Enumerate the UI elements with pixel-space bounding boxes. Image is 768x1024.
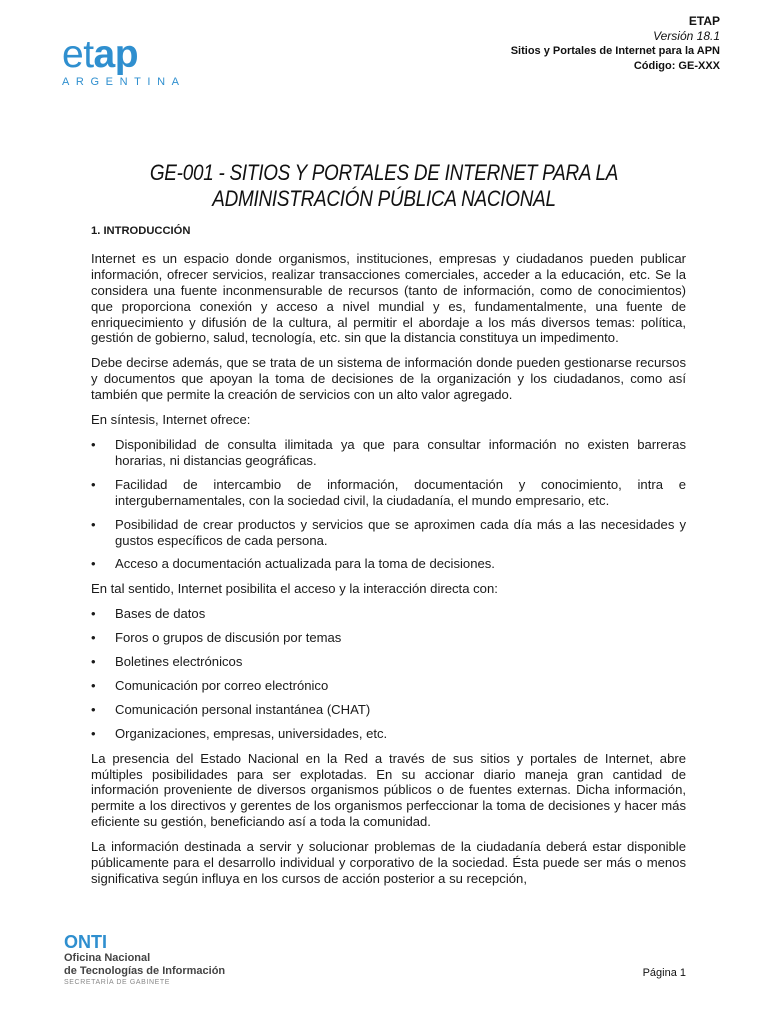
title-line-1: GE-001 - SITIOS Y PORTALES DE INTERNET PARA LA (149, 160, 619, 185)
onti-wordmark: ONTI (64, 932, 107, 952)
paragraph: Debe decirse además, que se trata de un sistema de información donde pueden gestionarse recursos y documentos que apoyan la toma de decisiones de la organización y los ciudadanos, como así también que permite la creación de servicios con un alto valor agregado. (91, 355, 686, 403)
paragraph: La presencia del Estado Nacional en la Red a través de sus sitios y portales de Internet, abre múltiples posibilidades para ser explotadas. En su accionar diario maneja gran cantidad de información proveniente de diversos organismos públicos o de fuentes externas. Dicha información, permite a los directivos y gerentes de los organismos perfeccionar la toma de decisiones y hacer más eficiente su gestión, beneficiando así a toda la comunidad. (91, 750, 686, 830)
offers-list (91, 437, 686, 572)
list-item (91, 556, 686, 572)
list-item (91, 477, 686, 509)
list-item (91, 726, 686, 742)
list-item-text: Boletines electrónicos (115, 654, 243, 670)
list-item (91, 678, 686, 694)
title-line-2: ADMINISTRACIÓN PÚBLICA NACIONAL (212, 186, 556, 211)
onti-line-2: de Tecnologías de Información (64, 965, 226, 977)
list-item-text: Comunicación por correo electrónico (115, 677, 329, 693)
document-title (105, 160, 662, 212)
paragraph: Internet es un espacio donde organismos, instituciones, empresas y ciudadanos pueden publicar información, ofrecer servicios, realizar transacciones comerciales, acceder a la educación, etc. Se la considera una fuente inconmensurable de recursos (tanto de información, como de conocimientos) que proporciona conexión y acceso a nivel mundial y es, fundamentalmente, una fuente de enriquecimiento y difusión de la cultura, al permitir el abordaje a los más diversos temas: política, gestión de gobierno, salud, tecnología, etc. sin que la distancia constituya un impedimento. (91, 250, 686, 346)
list-item-text: Disponibilidad de consulta ilimitada ya que para consultar información no existen barreras horarias, ni distancias geográficas. (115, 436, 686, 468)
header-org: ETAP (688, 14, 720, 28)
logo-word-bold: ap (93, 33, 139, 76)
onti-secretaria: SECRETARÍA DE GABINETE (64, 979, 171, 986)
onti-logo (64, 932, 225, 988)
list-item (91, 606, 686, 622)
logo-word-light: et (62, 33, 94, 76)
list-item-text: Acceso a documentación actualizada para la toma de decisiones. (115, 556, 495, 572)
logo-country: ARGENTINA (62, 76, 186, 88)
list-item (91, 517, 686, 549)
list-item (91, 702, 686, 718)
access-list (91, 606, 686, 741)
section-heading: 1. INTRODUCCIÓN (91, 225, 191, 237)
list-item-text: Posibilidad de crear productos y servicios que se aproximen cada día más a las necesidades y gustos específicos de cada persona. (115, 516, 686, 548)
bullet-icon: • (91, 701, 96, 717)
etap-logo-word (62, 33, 212, 76)
onti-line-1: Oficina Nacional (64, 952, 151, 964)
list-item-text: Organizaciones, empresas, universidades, etc. (115, 725, 388, 741)
header-version: Versión 18.1 (653, 29, 720, 43)
bullet-icon: • (91, 436, 96, 452)
bullet-icon: • (91, 677, 96, 693)
list-item (91, 437, 686, 469)
bullet-icon: • (91, 654, 96, 670)
list-item (91, 630, 686, 646)
bullet-icon: • (91, 476, 96, 492)
document-header (511, 14, 720, 74)
paragraph: La información destinada a servir y solucionar problemas de la ciudadanía deberá estar disponible públicamente para el desarrollo individual y corporativo de la sociedad. Ésta puede ser más o menos significativa según influya en los cursos de acción posterior a su recepción, (91, 839, 686, 886)
list-item-text: Comunicación personal instantánea (CHAT) (115, 701, 371, 717)
bullet-icon: • (91, 556, 96, 572)
page-number: Página 1 (642, 967, 686, 979)
list-item (91, 654, 686, 670)
list-item-text: Bases de datos (115, 606, 206, 622)
bullet-icon: • (91, 725, 96, 741)
document-body (91, 224, 686, 896)
list-item-text: Facilidad de intercambio de información, documentación y conocimiento, intra e intergubernamentales, con la sociedad civil, la ciudadanía, el mundo empresario, etc. (115, 476, 686, 508)
list-item-text: Foros o grupos de discusión por temas (115, 630, 342, 646)
paragraph: En tal sentido, Internet posibilita el acceso y la interacción directa con: (91, 581, 498, 597)
header-code: Código: GE-XXX (633, 60, 720, 72)
bullet-icon: • (91, 630, 96, 646)
bullet-icon: • (91, 516, 96, 532)
etap-logo (62, 33, 212, 88)
header-subtitle: Sitios y Portales de Internet para la APN (510, 45, 720, 57)
bullet-icon: • (91, 606, 96, 622)
paragraph: En síntesis, Internet ofrece: (91, 412, 251, 428)
